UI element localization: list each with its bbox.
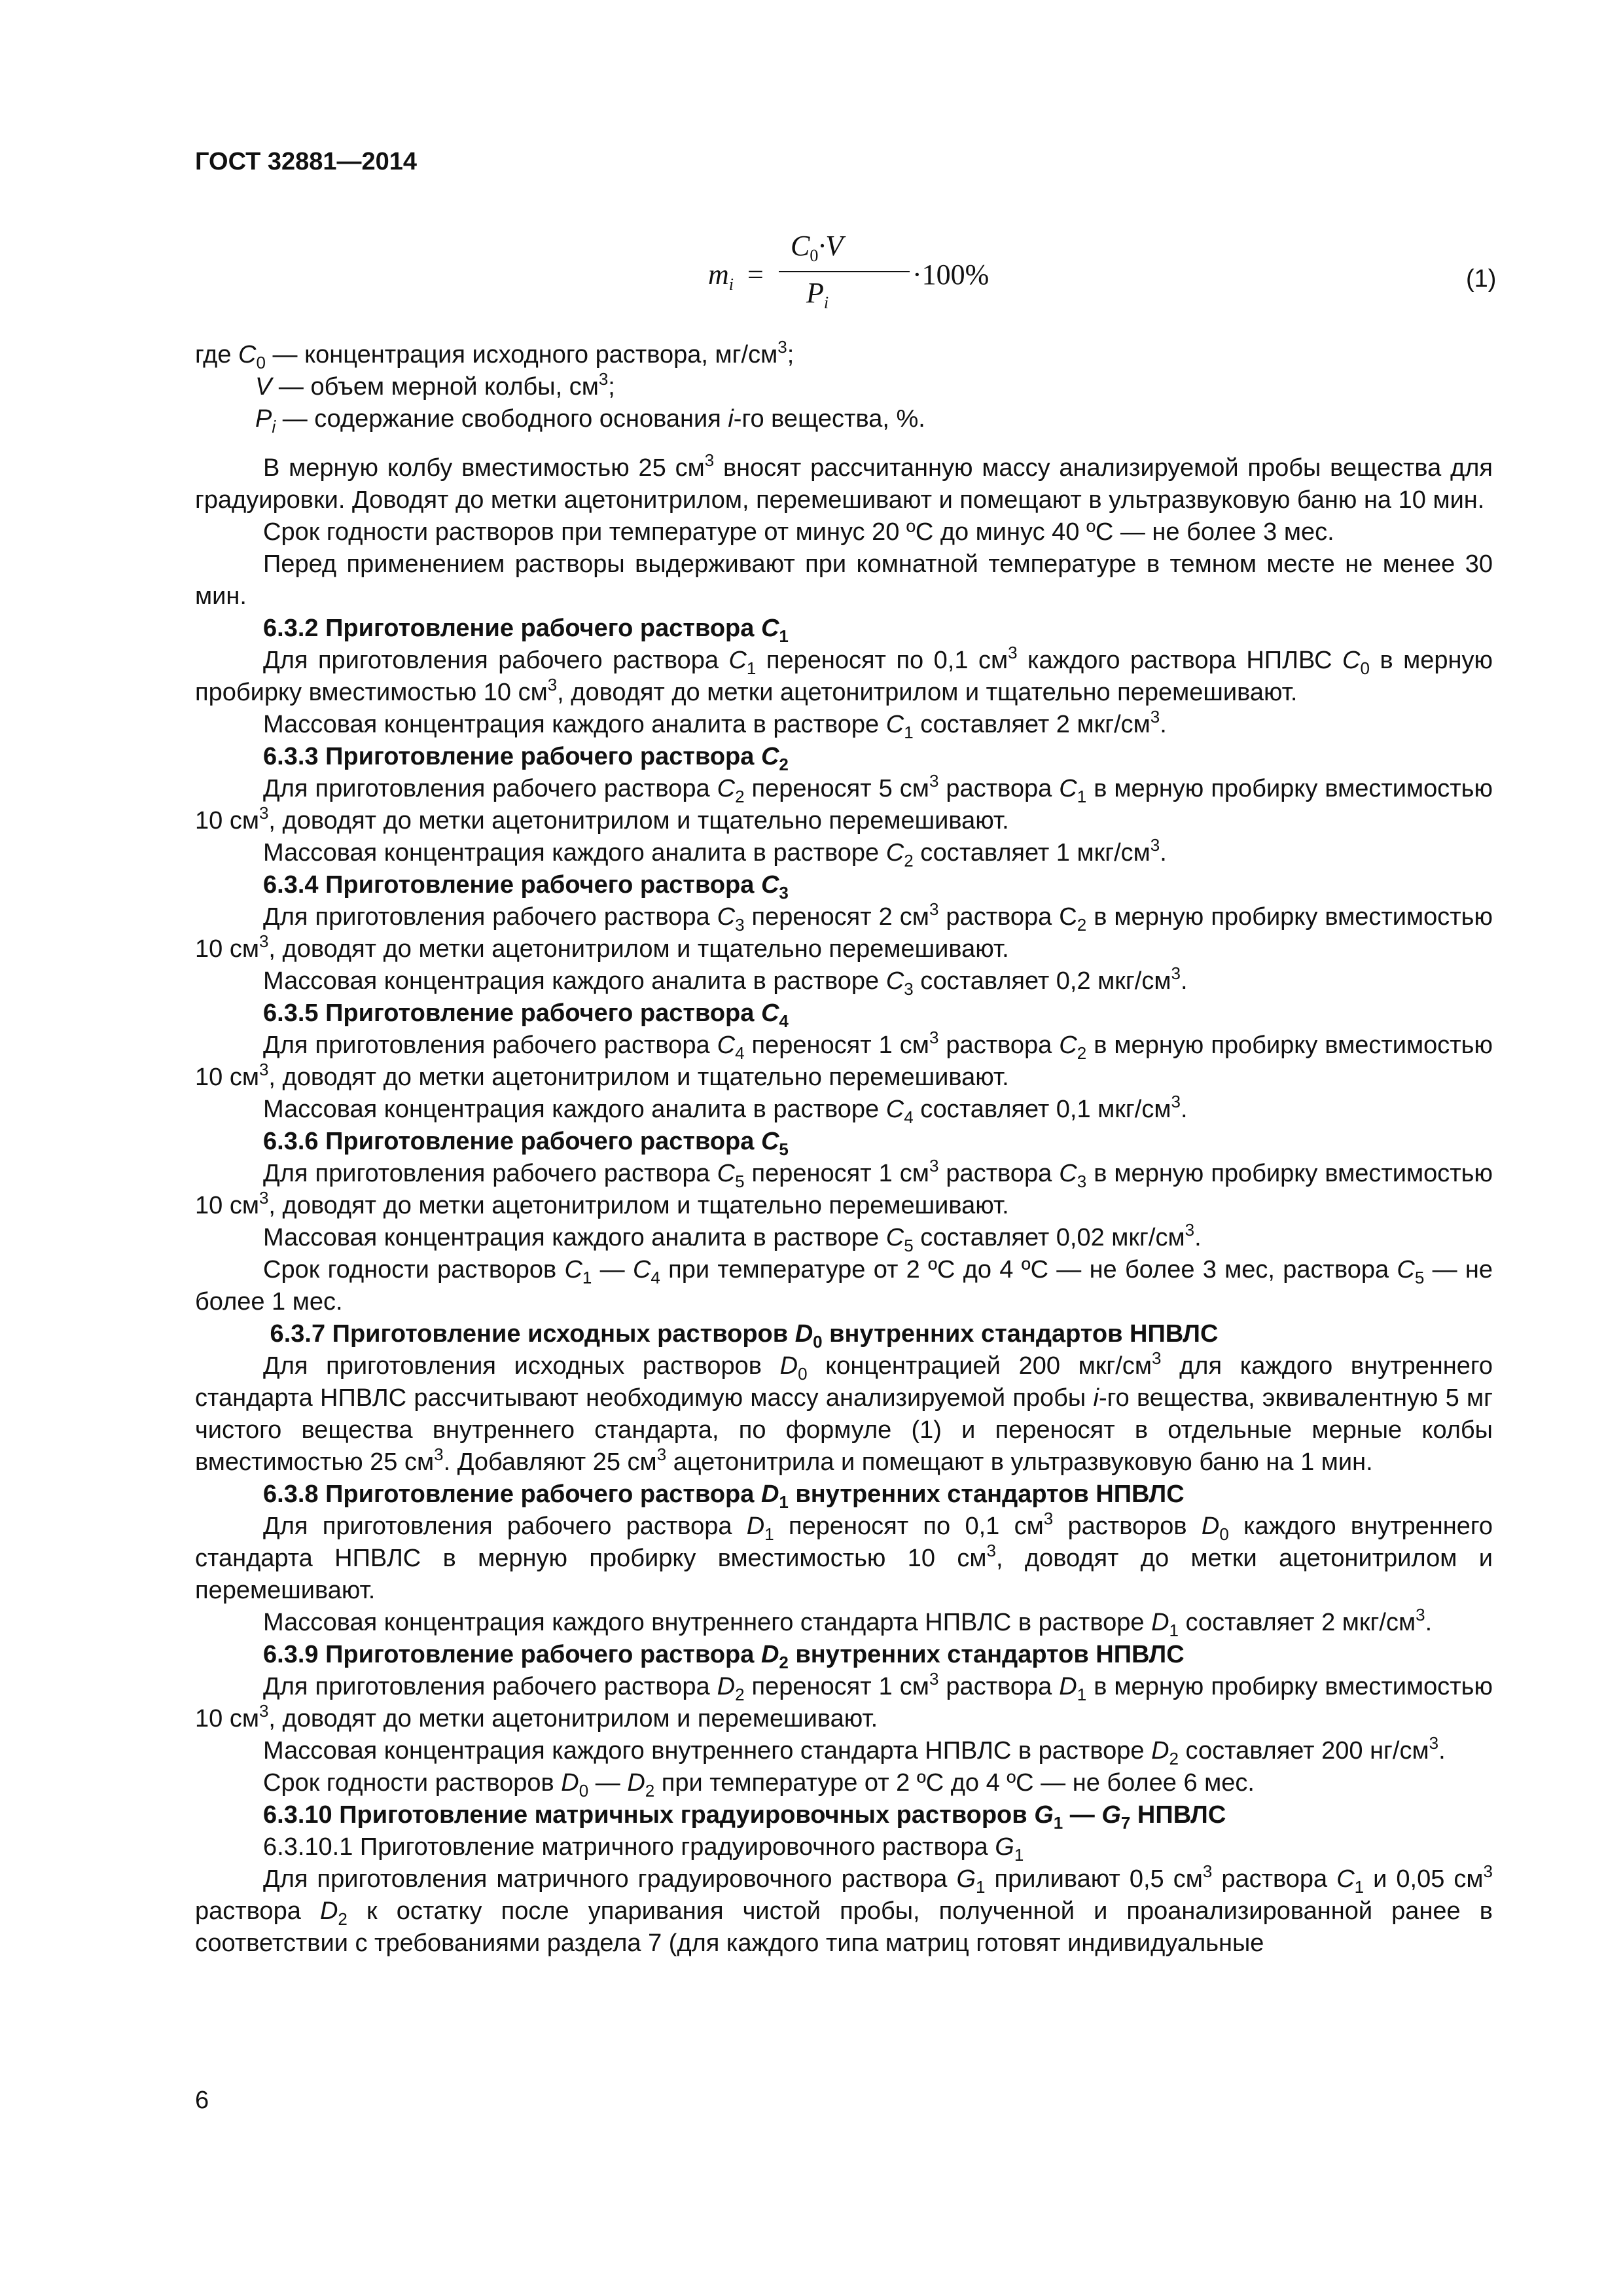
paragraph: Для приготовления матричного градуировочного раствора $G_1$ приливают 0,5 $см^3$ раствора $C_1$ и 0,05 $см^3$ раствора $D_2$ к остатку после упаривания чистой пробы, полученной и проанализированной ранее в соответствии с требованиями раздела 7 (для каждого типа матриц готовят индивидуальные [195,1861,1493,1957]
paragraph: Перед применением растворы выдерживают при комнатной температуре в темном месте не менее 30 мин. [195,550,1493,610]
paragraph: Массовая концентрация каждого аналита в растворе $C_3$ составляет 0,2 мкг/$см^3$. [263,963,1188,999]
paragraph: Массовая концентрация каждого аналита в растворе $C_4$ составляет 0,1 мкг/$см^3$. [263,1092,1188,1127]
section-heading: 6.3.2 Приготовление рабочего раствора $C_1$ [263,615,789,646]
section-heading: 6.3.9 Приготовление рабочего раствора $D_2$ внутренних стандартов НПВЛС [263,1641,1185,1672]
paragraph: Массовая концентрация каждого внутреннего стандарта НПВЛС в растворе $D_2$ составляет 200 $нг/см^3$. [263,1733,1446,1768]
paragraph: Массовая концентрация каждого аналита в растворе $C_5$ составляет 0,02 мкг/$см^3$. [263,1220,1202,1255]
body-text [195,452,1493,1960]
paragraph: Массовая концентрация каждого аналита в растворе $C_1$ составляет 2 мкг/$см^3$. [263,707,1167,742]
paragraph: Для приготовления рабочего раствора $C_2$ переносят 5 $см^3$ раствора $C_1$ в мерную пробирку вместимостью 10 $см^3$, доводят до метки ацетонитрилом и тщательно перемешивают. [195,771,1493,834]
section-heading: 6.3.8 Приготовление рабочего раствора $D_1$ внутренних стандартов НПВЛС [263,1480,1185,1512]
section-heading: 6.3.6 Приготовление рабочего раствора $C_5$ [263,1128,789,1159]
paragraph: Для приготовления рабочего раствора $C_3$ переносят 2 $см^3$ раствора $С_2$ в мерную пробирку вместимостью 10 $см^3$, доводят до метки ацетонитрилом и тщательно перемешивают. [195,899,1493,963]
paragraph: Для приготовления рабочего раствора $C_5$ переносят 1 $см^3$ раствора $C_3$ в мерную пробирку вместимостью 10 $см^3$, доводят до метки ацетонитрилом и тщательно перемешивают. [195,1156,1493,1219]
paragraph: В мерную колбу вместимостью 25 $см^3$ вносят рассчитанную массу анализируемой пробы вещества для градуировки. Доводят до метки ацетонитрилом, перемешивают и помещают в ультразвуковую баню на 10 мин. [195,450,1493,514]
document-code-header: ГОСТ 32881—2014 [195,148,418,175]
paragraph: Для приготовления рабочего раствора $C_1$ переносят по 0,1 $см^3$ каждого раствора НПЛВС $C_0$ в мерную пробирку вместимостью 10 $см^3$, доводят до метки ацетонитрилом и тщательно перемешивают. [195,643,1493,706]
page-number: 6 [195,2087,209,2114]
paragraph: Для приготовления рабочего раствора $D_2$ переносят 1 $см^3$ раствора $D_1$ в мерную пробирку вместимостью 10 $см^3$, доводят до метки ацетонитрилом и перемешивают. [195,1669,1493,1732]
section-heading: 6.3.10 Приготовление матричных градуировочных растворов $G_1$ — $G_7$ НПВЛС [263,1801,1226,1833]
paragraph: Массовая концентрация каждого аналита в растворе $C_2$ составляет 1 мкг/$см^3$. [263,835,1167,870]
paragraph: Срок годности растворов $C_1$ — $C_4$ при температуре от 2 ºС до 4 ºС — не более 3 мес, раствора $C_5$ — не более 1 мес. [195,1256,1493,1316]
section-heading: 6.3.7 Приготовление исходных растворов $D_0$ внутренних стандартов НПВЛС [263,1320,1219,1352]
equation-number: (1) [1466,265,1497,293]
paragraph: Для приготовления рабочего раствора $C_4$ переносят 1 $см^3$ раствора $C_2$ в мерную пробирку вместимостью 10 $см^3$, доводят до метки ацетонитрилом и тщательно перемешивают. [195,1028,1493,1091]
paragraph: Для приготовления исходных растворов $D_0$ концентрацией 200 мкг/$см^3$ для каждого внутреннего стандарта НПВЛС рассчитывают необходимую массу анализируемой пробы i-го вещества, эквивалентную 5 мг чистого вещества внутреннего стандарта, по формуле (1) и переносят в отдельные мерные колбы вместимостью 25 $см^3$. Добавляют 25 $см^3$ ацетонитрила и помещают в ультразвуковую баню на 1 мин. [195,1348,1493,1476]
paragraph: Срок годности растворов при температуре от минус 20 ºС до минус 40 ºС — не более 3 мес. [263,518,1334,546]
fraction-bar [779,271,910,272]
section-heading: 6.3.4 Приготовление рабочего раствора $C_3$ [263,871,789,903]
definition-v: V — объем мерной колбы, $см^3$; [255,369,615,401]
paragraph: Массовая концентрация каждого внутреннего стандарта НПВЛС в растворе $D_1$ составляет 2 мкг/$см^3$. [263,1605,1433,1640]
paragraph: Срок годности растворов $D_0$ — $D_2$ при температуре от 2 ºС до 4 ºС — не более 6 мес. [263,1769,1255,1801]
section-heading: 6.3.5 Приготовление рабочего раствора $C_4$ [263,999,789,1031]
formula-definitions [195,339,1493,435]
definition-c0: где $C_0$ — концентрация исходного раствора, $мг/см^3$; [195,337,794,372]
formula-1: $m_i$ = $C_0\cdot V$ $P_i$ ·100% [708,230,990,312]
section-heading: 6.3.3 Приготовление рабочего раствора $C_2$ [263,743,789,774]
paragraph: Для приготовления рабочего раствора $D_1$ переносят по 0,1 $см^3$ растворов $D_0$ каждого внутреннего стандарта НПВЛС в мерную пробирку вместимостью 10 $см^3$, доводят до метки ацетонитрилом и перемешивают. [195,1509,1493,1604]
definition-p: $P_i$ — содержание свободного основания i-го вещества, %. [255,405,925,437]
subsection-heading: 6.3.10.1 Приготовление матричного градуировочного раствора $G_1$ [263,1833,1024,1865]
